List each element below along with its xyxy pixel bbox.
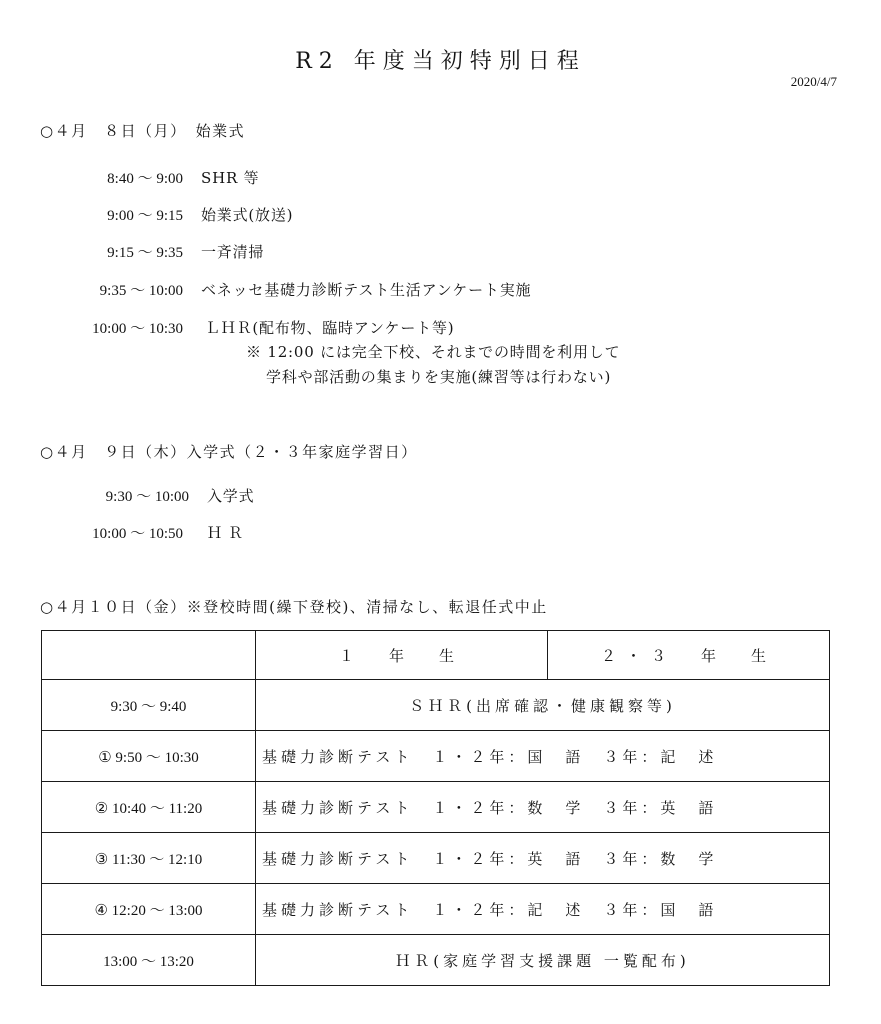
item-time: 8:40 ～ 9:00: [107, 171, 183, 187]
day1-item: [60, 279, 531, 300]
item-desc: SHR 等: [201, 169, 260, 187]
page-title: R2 年度当初特別日程: [295, 49, 586, 74]
header-grade-1: １ 年 生: [256, 631, 548, 680]
item-desc: ＨＲ: [207, 524, 250, 542]
table-header-row: [42, 631, 830, 680]
item-time: 10:00 ～ 10:50: [92, 526, 183, 542]
row-time: 9:30 ～ 9:40: [42, 680, 256, 731]
item-desc: 一斉清掃: [201, 243, 265, 261]
table-row: [42, 731, 830, 782]
day1-heading: ○４月 ８日（月） 始業式: [40, 122, 246, 140]
row-time: ③ 11:30 ～ 12:10: [42, 833, 256, 884]
day2-item: [60, 485, 254, 506]
item-desc: ＬＨＲ(配布物、臨時アンケート等): [205, 319, 455, 337]
item-time: 9:00 ～ 9:15: [107, 208, 183, 224]
row-content: 基礎力診断テスト １・２年：記 述 ３年：国 語: [256, 884, 830, 935]
row-time: ① 9:50 ～ 10:30: [42, 731, 256, 782]
row-time: 13:00 ～ 13:20: [42, 935, 256, 986]
table-row: [42, 833, 830, 884]
item-desc: ベネッセ基礎力診断テスト生活アンケート実施: [201, 281, 532, 299]
day1-note-line1: ※ 12:00 には完全下校、それまでの時間を利用して: [246, 343, 621, 361]
row-content: 基礎力診断テスト １・２年：英 語 ３年：数 学: [256, 833, 830, 884]
day1-item: [60, 167, 259, 188]
table-row: [42, 680, 830, 731]
day1-item: [60, 204, 293, 225]
item-desc: 始業式(放送): [201, 206, 294, 224]
item-desc: 入学式: [207, 487, 255, 505]
schedule-table: [41, 630, 830, 986]
item-time: 9:15 ～ 9:35: [107, 245, 183, 261]
row-time: ② 10:40 ～ 11:20: [42, 782, 256, 833]
header-grade-2-3: ２・３ 年 生: [548, 631, 830, 680]
row-content: 基礎力診断テスト １・２年：数 学 ３年：英 語: [256, 782, 830, 833]
day3-heading: ○４月１０日（金）※登校時間(繰下登校)、清掃なし、転退任式中止: [40, 598, 548, 616]
day2-heading: ○４月 ９日（木）入学式（２・３年家庭学習日）: [40, 443, 418, 461]
day1-note-line2: 学科や部活動の集まりを実施(練習等は行わない): [266, 368, 612, 386]
row-time: ④ 12:20 ～ 13:00: [42, 884, 256, 935]
table-row: [42, 935, 830, 986]
day1-item: [60, 317, 454, 338]
row-content: 基礎力診断テスト １・２年：国 語 ３年：記 述: [256, 731, 830, 782]
day1-item: [60, 241, 264, 262]
item-time: 10:00 ～ 10:30: [92, 321, 183, 337]
header-cell-blank: [42, 631, 256, 680]
document-date: 2020/4/7: [790, 74, 837, 89]
item-time: 9:30 ～ 10:00: [105, 489, 189, 505]
day2-item: [60, 522, 249, 543]
table-row: [42, 782, 830, 833]
row-content: ＳＨＲ(出席確認・健康観察等): [256, 680, 830, 731]
table-row: [42, 884, 830, 935]
row-content: ＨＲ(家庭学習支援課題 一覧配布): [256, 935, 830, 986]
item-time: 9:35 ～ 10:00: [99, 283, 183, 299]
